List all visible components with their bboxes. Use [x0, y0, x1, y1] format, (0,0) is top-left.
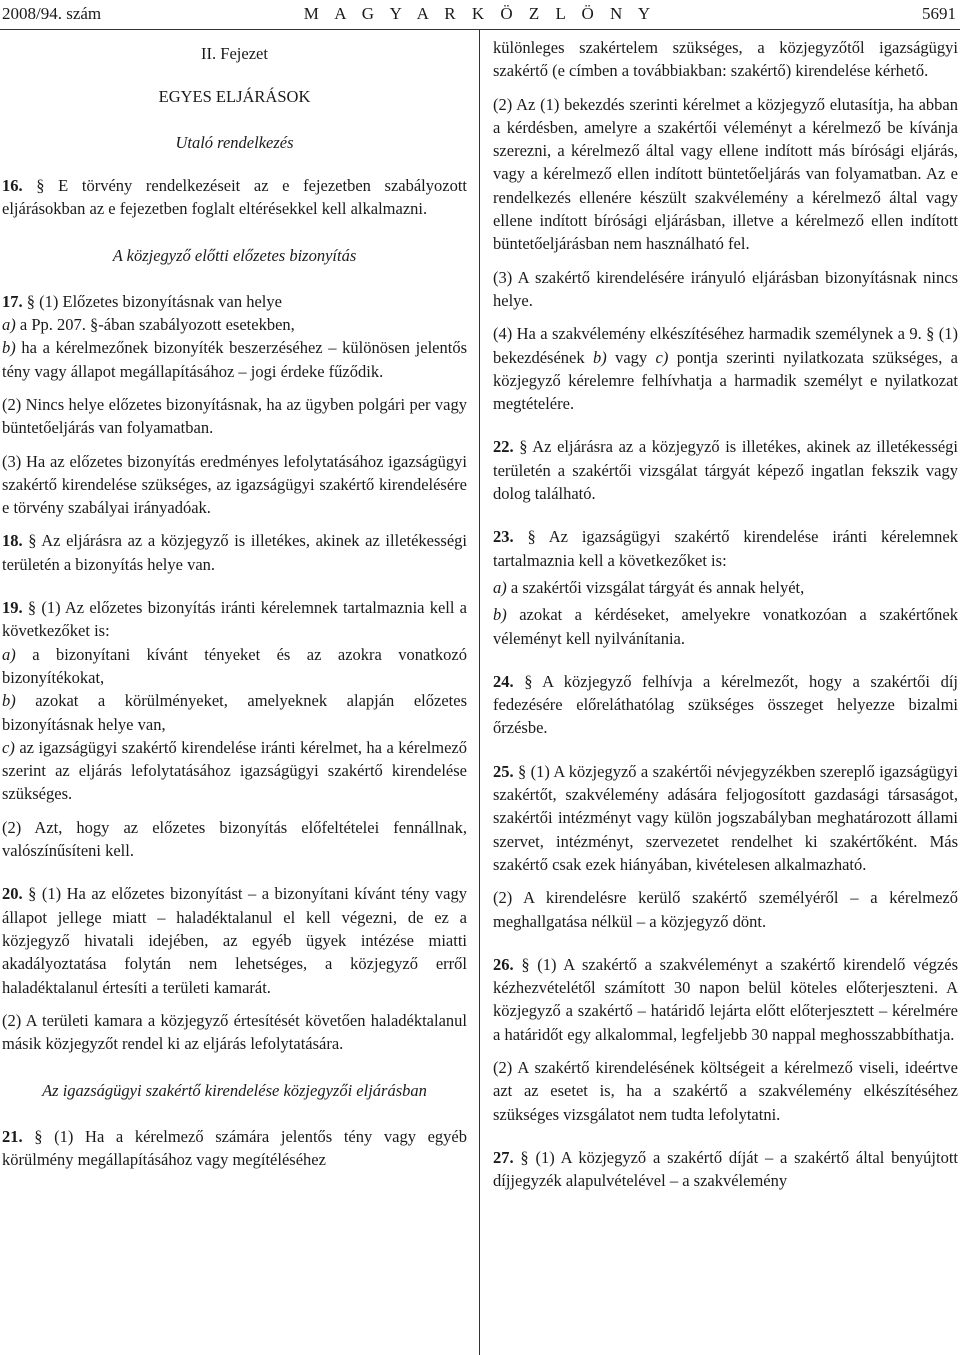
point-text: a Pp. 207. §-ában szabályozott esetekben,: [19, 315, 295, 335]
section-27-p1: [493, 1146, 958, 1193]
section-text: § Az eljárásra az a közjegyző is illetékes, akinek az illetékességi területén a bizonyítás helye van.: [2, 531, 467, 574]
subtitle-expert-appointment: Az igazságügyi szakértő kirendelése közjegyzői eljárásban: [42, 1081, 427, 1101]
section-number: 21.: [2, 1126, 23, 1146]
section-number: 22.: [493, 437, 514, 457]
right-column: [493, 36, 958, 1202]
section-text: § A közjegyző felhívja a kérelmezőt, hogy a szakértői díj fedezésére előreláthatólag szükséges összeget helyezze bizalmi őrzésbe.: [493, 671, 958, 738]
point-reference: b): [592, 347, 607, 367]
paragraph-text: vagy: [606, 347, 656, 367]
paragraph-text: § (1) Előzetes bizonyításnak van helye: [26, 291, 282, 311]
section-19-c: [2, 736, 467, 806]
section-number: 27.: [493, 1147, 514, 1167]
section-21-p2: (2) Az (1) bekezdés szerinti kérelmet a közjegyző elutasítja, ha abban a kérdésben, amelyre a szakértői véleményt a kérelmező be kívánja szerezni, a kérelmező által vagy ellene indított más bírósági eljárás, vagy a kérelmező ellen indított büntetőeljárás van folyamatban. Az e rendelkezés ellenére készült szakvélemény a kérelmező által vagy ellene indított bírósági eljárásban, illetve a kérelmező ellen indított büntetőeljárásban nem használható fel.: [493, 94, 958, 254]
section-21-continuation: különleges szakértelem szükséges, a közjegyzőtől igazságügyi szakértő (e címben a továbbiakban: szakértő) kirendelése kérhető.: [493, 38, 958, 81]
paragraph-text: § Az igazságügyi szakértő kirendelése iránti kérelemnek tartalmaznia kell a következőket is:: [493, 527, 959, 570]
section-number: 19.: [2, 598, 23, 618]
section-17-p3: (3) Ha az előzetes bizonyítás eredményes lefolytatásához igazságügyi szakértő kirendelése szükséges, az igazságügyi szakértő kirendelésére e törvény szabályai irányadóak.: [2, 451, 467, 518]
column-divider: [479, 30, 480, 1355]
left-column: [2, 36, 467, 1181]
point-text: az igazságügyi szakértő kirendelése iránti kérelmet, ha a kérelmező szerint az eljárás lefolytatásához igazságügyi szakértő kirendelése szükséges.: [2, 737, 467, 804]
section-16: [2, 174, 467, 221]
subtitle-preliminary-evidence: A közjegyző előtti előzetes bizonyítás: [112, 246, 357, 266]
subtitle-referral: Utaló rendelkezés: [175, 132, 294, 152]
point-text: ha a kérelmezőnek bizonyíték beszerzéséhez – különösen jelentős tény vagy állapot megállapításához – jogi érdeke fűződik.: [2, 338, 467, 381]
section-number: 20.: [2, 884, 23, 904]
section-22: [493, 435, 958, 505]
point-marker: c): [2, 737, 15, 757]
issue-number: 2008/94. szám: [2, 4, 102, 23]
point-marker: a): [2, 644, 16, 664]
header-rule: [0, 29, 960, 30]
point-reference: c): [655, 347, 669, 367]
paragraph-text: § (1) A szakértő a szakvéleményt a szakértő kirendelő végzés kézhezvételétől számított 30 napon belül köteles előterjeszteni. A közjegyző a szakértő – határidő lejárta előtt előterjesztett – kérelmére a határidőt egy alkalommal, legfeljebb 30 nappal meghosszabbíthatja.: [493, 954, 959, 1044]
paragraph-text: § (1) A közjegyző a szakértői névjegyzékben szereplő igazságügyi szakértőt, szakvélemény adására feljogosított gazdasági társaságot, szakértői intézményt vagy külön jogszabályban meghatározott állami szervet, intézményt, szervezetet rendelhet ki szakértőként. Más szakértő csak ezek hiányában, kivételesen alkalmazható.: [493, 761, 958, 874]
point-text: azokat a kérdéseket, amelyekre vonatkozóan a szakértőnek véleményt kell nyilvánítania.: [493, 605, 958, 648]
publication-title: M A G Y A R K Ö Z L Ö N Y: [303, 4, 657, 23]
section-19-b: [2, 689, 467, 736]
section-text: § E törvény rendelkezéseit az e fejezetben szabályozott eljárásokban az e fejezetben foglalt eltérésekkel kell alkalmazni.: [2, 175, 468, 219]
section-21-p1: [2, 1125, 467, 1172]
section-26-p2: (2) A szakértő kirendelésének költségeit a kérelmező viseli, ideértve azt az esetet is, ha a szakértő a szakvélemény elkészítéséhez szükséges vizsgálatot nem tudta lefolytatni.: [493, 1057, 958, 1124]
paragraph-text: pontja szerinti nyilatkozata szükséges, a közjegyző kérelemre felhívhatja a harmadik személyt e nyilatkozat megtételére.: [493, 347, 958, 414]
section-17-a: [2, 313, 467, 336]
running-header: [0, 0, 960, 28]
point-marker: a): [2, 315, 16, 335]
section-number: 25.: [493, 761, 514, 781]
section-25-p1: [493, 760, 958, 876]
section-19-p1: [2, 596, 467, 643]
paragraph-text: § (1) A közjegyző a szakértő díját – a szakértő által benyújtott díjjegyzék alapulvételével – a szakvélemény: [493, 1147, 958, 1191]
section-24: [493, 670, 958, 740]
section-23-b: [493, 603, 958, 650]
section-number: 23.: [493, 527, 514, 547]
section-17-p2: (2) Nincs helye előzetes bizonyításnak, ha az ügyben polgári per vagy büntetőeljárás van folyamatban.: [2, 394, 467, 438]
point-marker: b): [2, 691, 16, 711]
section-text: § Az eljárásra az a közjegyző is illetékes, akinek az illetékességi területén a szakértői vizsgálat tárgyát képező ingatlan fekszik vagy dolog található.: [493, 437, 958, 504]
section-21-p3: (3) A szakértő kirendelésére irányuló eljárásban bizonyításnak nincs helye.: [493, 267, 958, 310]
section-18: [2, 529, 467, 576]
point-marker: a): [493, 577, 507, 597]
paragraph-text: § (1) Az előzetes bizonyítás iránti kérelemnek tartalmaznia kell a következőket is:: [2, 598, 468, 641]
point-text: azokat a körülményeket, amelyeknek alapján előzetes bizonyításnak helye van,: [2, 691, 467, 734]
chapter-title: EGYES ELJÁRÁSOK: [158, 87, 311, 107]
point-marker: b): [493, 605, 507, 625]
paragraph-text: § (1) Ha az előzetes bizonyítást – a bizonyítani kívánt tény vagy állapot jellege miatt – haladéktalanul el kell végezni, de ez a közjegyző hivatali idejében, az egyéb ügyek intézése miatti akadályoztatása folytán nem lehetséges, a közjegyző erről haladéktalanul értesíti a területi kamarát.: [2, 884, 467, 997]
section-number: 26.: [493, 954, 514, 974]
section-25-p2: (2) A kirendelésre kerülő szakértő személyéről – a kérelmező meghallgatása nélkül – a közjegyző dönt.: [493, 888, 958, 931]
section-number: 24.: [493, 671, 514, 691]
section-19-a: [2, 643, 467, 690]
section-17-b: [2, 336, 467, 383]
point-marker: b): [2, 338, 16, 358]
chapter-heading: II. Fejezet: [201, 44, 268, 63]
section-number: 18.: [2, 531, 23, 551]
section-23-a: [493, 576, 958, 599]
paragraph-text: § (1) Ha a kérelmező számára jelentős tény vagy egyéb körülmény megállapításához vagy megítéléséhez: [2, 1126, 467, 1169]
section-20-p2: (2) A területi kamara a közjegyző értesítését követően haladéktalanul másik közjegyzőt rendel ki az eljárás lefolytatására.: [2, 1010, 467, 1054]
section-number: 17.: [2, 291, 23, 311]
section-26-p1: [493, 953, 958, 1046]
section-23-p1: [493, 525, 958, 572]
section-17-p1: [2, 290, 467, 313]
section-20-p1: [2, 882, 467, 998]
paragraph-text: (4) Ha a szakvélemény elkészítéséhez harmadik személynek a 9. § (1) bekezdésének: [493, 324, 958, 367]
section-19-p2: (2) Azt, hogy az előzetes bizonyítás előfeltételei fennállnak, valószínűsíteni kell.: [2, 817, 467, 861]
section-number: 16.: [2, 175, 23, 195]
point-text: a szakértői vizsgálat tárgyát és annak helyét,: [510, 577, 805, 597]
section-21-p4: [493, 322, 958, 415]
page-number: 5691: [922, 4, 956, 23]
point-text: a bizonyítani kívánt tényeket és az azokra vonatkozó bizonyítékokat,: [2, 644, 467, 687]
